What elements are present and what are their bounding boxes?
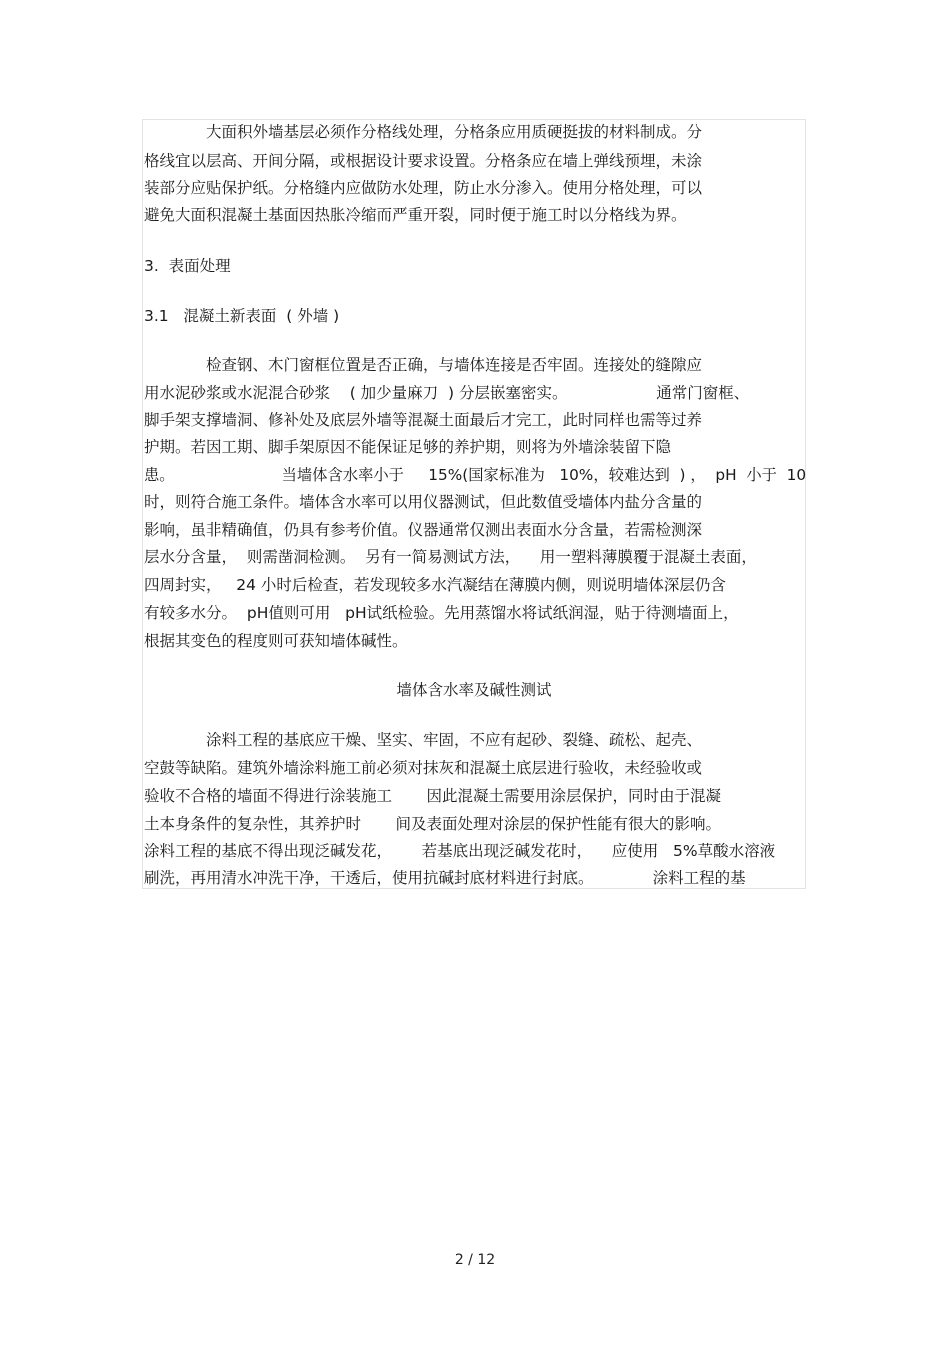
- paragraph-2-line-7: 影响，虽非精确值，仍具有参考价值。仪器通常仅测出表面水分含量，若需检测深: [144, 521, 703, 539]
- paragraph-1-line-2: 格线宜以层高、开间分隔，或根据设计要求设置。分格条应在墙上弹线预埋，未涂: [144, 152, 703, 170]
- paragraph-2-line-9: 四周封实， 24 小时后检查，若发现较多水汽凝结在薄膜内侧，则说明墙体深层仍含: [144, 576, 726, 594]
- paragraph-2-line-6: 时，则符合施工条件。墙体含水率可以用仪器测试，但此数值受墙体内盐分含量的: [144, 493, 703, 511]
- paragraph-2-line-11: 根据其变色的程度则可获知墙体碱性。: [144, 632, 408, 650]
- paragraph-3-line-2: 空鼓等缺陷。建筑外墙涂料施工前必须对抹灰和混凝土底层进行验收，未经验收或: [144, 759, 703, 777]
- paragraph-3-line-1: 涂料工程的基底应干燥、坚实、牢固，不应有起砂、裂缝、疏松、起壳、: [144, 731, 703, 749]
- paragraph-2-line-10: 有较多水分。 pH值则可用 pH试纸检验。先用蒸馏水将试纸润湿，贴于待测墙面上，: [144, 604, 739, 622]
- paragraph-1-line-4: 避免大面积混凝土基面因热胀冷缩而严重开裂，同时便于施工时以分格线为界。: [144, 206, 687, 224]
- figure-caption: 墙体含水率及碱性测试: [396, 681, 552, 699]
- page-number: 2 / 12: [454, 1252, 496, 1268]
- paragraph-1-line-3: 装部分应贴保护纸。分格缝内应做防水处理，防止水分渗入。使用分格处理，可以: [144, 179, 703, 197]
- paragraph-1-line-1: 大面积外墙基层必须作分格线处理，分格条应用质硬挺拔的材料制成。分: [144, 123, 703, 141]
- paragraph-3-line-5: 涂料工程的基底不得出现泛碱发花， 若基底出现泛碱发花时， 应使用 5%草酸水溶液: [144, 842, 776, 860]
- paragraph-3-line-3: 验收不合格的墙面不得进行涂装施工 因此混凝土需要用涂层保护，同时由于混凝: [144, 787, 721, 805]
- paragraph-2-line-3: 脚手架支撑墙洞、修补处及底层外墙等混凝土面最后才完工，此时同样也需等过养: [144, 411, 703, 429]
- paragraph-2-line-2: 用水泥砂浆或水泥混合砂浆 ( 加少量麻刀 ) 分层嵌塞密实。 通常门窗框、: [144, 384, 750, 402]
- paragraph-3-line-6: 刷洗，再用清水冲洗干净，干透后，使用抗碱封底材料进行封底。 涂料工程的基: [144, 869, 746, 887]
- paragraph-2-line-5: 患。 当墙体含水率小于 15%(国家标准为 10%，较难达到 ) ， pH 小于 10: [144, 466, 807, 484]
- paragraph-2-line-8: 层水分含量， 则需凿洞检测。 另有一简易测试方法， 用一塑料薄膜覆于混凝土表面，: [144, 548, 757, 566]
- paragraph-2-line-1: 检查钢、木门窗框位置是否正确，与墙体连接是否牢固。连接处的缝隙应: [144, 356, 703, 374]
- section-heading-3: 3. 表面处理: [144, 257, 231, 275]
- section-heading-3-1: 3.1 混凝土新表面 ( 外墙 ): [144, 307, 340, 325]
- paragraph-3-line-4: 土本身条件的复杂性，其养护时 间及表面处理对涂层的保护性能有很大的影响。: [144, 815, 721, 833]
- paragraph-2-line-4: 护期。若因工期、脚手架原因不能保证足够的养护期，则将为外墙涂装留下隐: [144, 438, 672, 456]
